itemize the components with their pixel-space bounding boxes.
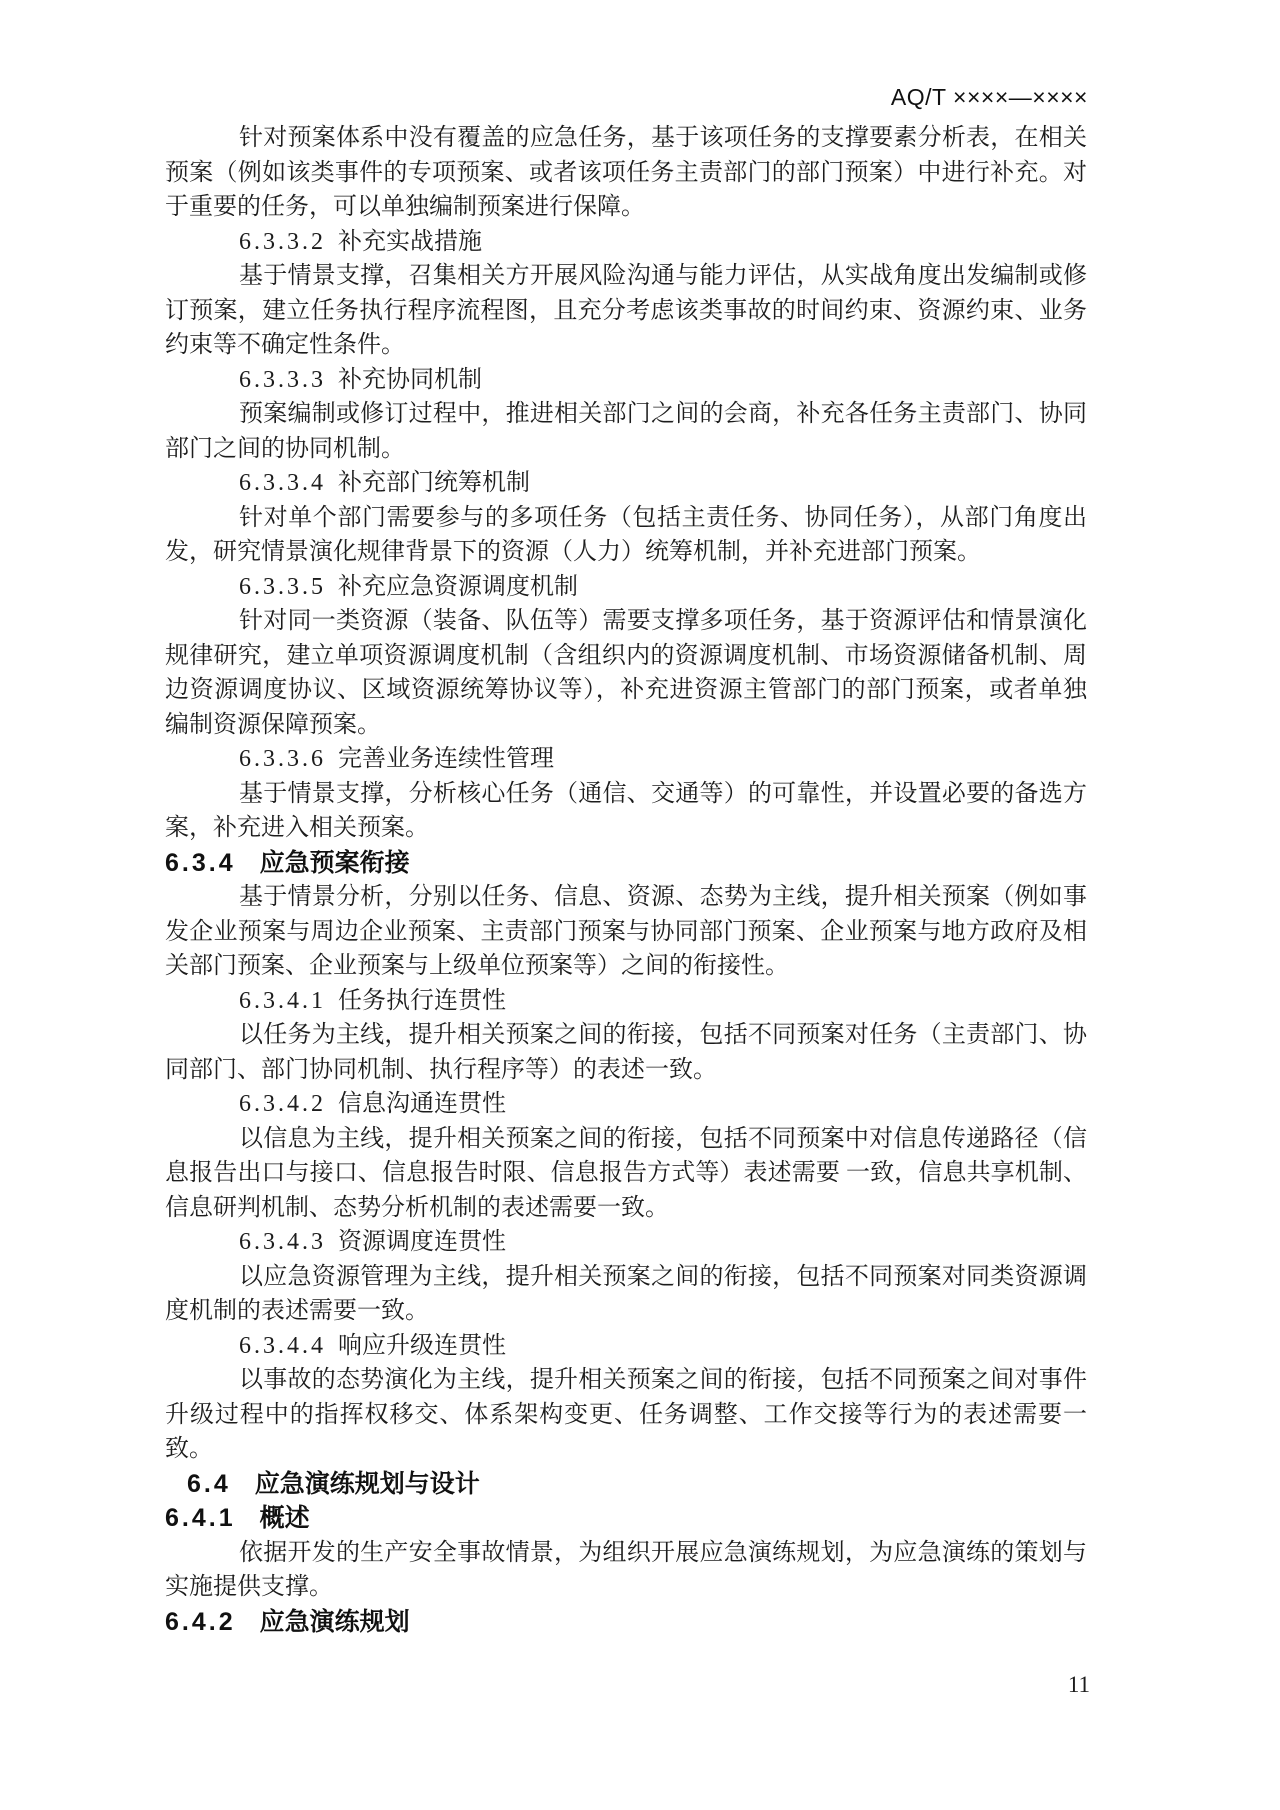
heading-number: 6.3.4.2 (239, 1091, 326, 1117)
heading-number: 6.4.2 (165, 1607, 236, 1636)
paragraph: 以信息为主线，提升相关预案之间的衔接，包括不同预案中对信息传递路径（信息报告出口与接口、信息报告时限、信息报告方式等）表述需要 一致，信息共享机制、信息研判机制、态势分析机制的表述需要一致。 (165, 1125, 1087, 1221)
heading-title: 任务执行连贯性 (338, 987, 506, 1014)
page-number: 11 (1067, 1672, 1090, 1697)
heading-title: 补充实战措施 (338, 228, 482, 255)
heading-title: 概述 (259, 1504, 310, 1532)
heading-number: 6.3.4 (165, 848, 236, 877)
heading-number: 6.3.3.4 (239, 470, 326, 496)
heading-title: 信息沟通连贯性 (338, 1091, 506, 1117)
paragraph: 以应急资源管理为主线，提升相关预案之间的衔接，包括不同预案对同类资源调度机制的表述需要一致。 (165, 1263, 1087, 1324)
section-heading-6.3.3.5 (165, 570, 1087, 605)
paragraph: 依据开发的生产安全事故情景，为组织开展应急演练规划，为应急演练的策划与实施提供支撑。 (165, 1539, 1087, 1600)
section-heading-6.4.2 (165, 1605, 1087, 1640)
section-heading-6.3.4.4 (165, 1329, 1087, 1364)
heading-title: 响应升级连贯性 (338, 1332, 506, 1359)
section-heading-6.3.3.4 (165, 466, 1087, 501)
heading-title: 补充协同机制 (338, 366, 482, 393)
paragraph: 针对单个部门需要参与的多项任务（包括主责任务、协同任务），从部门角度出发，研究情景演化规律背景下的资源（人力）统筹机制，并补充进部门预案。 (165, 504, 1087, 565)
paragraph: 基于情景支撑，分析核心任务（通信、交通等）的可靠性，并设置必要的备选方案，补充进入相关预案。 (165, 780, 1087, 841)
heading-number: 6.3.4.4 (239, 1332, 326, 1359)
heading-title: 补充应急资源调度机制 (338, 573, 578, 600)
section-heading-6.3.3.2 (165, 225, 1087, 260)
paragraph: 针对同一类资源（装备、队伍等）需要支撑多项任务，基于资源评估和情景演化规律研究，建立单项资源调度机制（含组织内的资源调度机制、市场资源储备机制、周边资源调度协议、区域资源统筹协议等），补充进资源主管部门的部门预案，或者单独编制资源保障预案。 (165, 608, 1087, 738)
heading-number: 6.3.3.2 (239, 228, 326, 255)
heading-title: 应急演练规划 (259, 1607, 410, 1636)
paragraph: 预案编制或修订过程中，推进相关部门之间的会商，补充各任务主责部门、协同部门之间的协同机制。 (165, 401, 1087, 462)
paragraph: 以事故的态势演化为主线，提升相关预案之间的衔接，包括不同预案之间对事件升级过程中的指挥权移交、体系架构变更、任务调整、工作交接等行为的表述需要一致。 (165, 1367, 1087, 1462)
heading-number: 6.3.4.1 (239, 987, 326, 1014)
heading-number: 6.3.4.3 (239, 1229, 326, 1255)
heading-number: 6.3.3.6 (239, 746, 326, 772)
heading-title: 应急演练规划与设计 (254, 1469, 480, 1498)
section-heading-6.4 (165, 1467, 1087, 1502)
heading-number: 6.4 (187, 1469, 231, 1498)
heading-number: 6.3.3.5 (239, 573, 326, 600)
heading-title: 应急预案衔接 (259, 848, 410, 877)
paragraph: 针对预案体系中没有覆盖的应急任务，基于该项任务的支撑要素分析表，在相关预案（例如该类事件的专项预案、或者该项任务主责部门的部门预案）中进行补充。对于重要的任务，可以单独编制预案进行保障。 (165, 125, 1087, 220)
section-heading-6.3.4.2 (165, 1087, 1087, 1122)
section-heading-6.3.4.1 (165, 984, 1087, 1019)
heading-title: 完善业务连续性管理 (338, 746, 554, 772)
running-header: AQ/T ××××—×××× (890, 84, 1088, 110)
heading-title: 补充部门统筹机制 (338, 470, 530, 496)
section-heading-6.4.1 (165, 1501, 1087, 1536)
section-heading-6.3.4.3 (165, 1225, 1087, 1260)
heading-number: 6.4.1 (165, 1504, 236, 1532)
paragraph: 以任务为主线，提升相关预案之间的衔接，包括不同预案对任务（主责部门、协同部门、部门协同机制、执行程序等）的表述一致。 (165, 1022, 1087, 1083)
section-heading-6.3.3.6 (165, 742, 1087, 777)
paragraph: 基于情景分析，分别以任务、信息、资源、态势为主线，提升相关预案（例如事发企业预案与周边企业预案、主责部门预案与协同部门预案、企业预案与地方政府及相关部门预案、企业预案与上级单位预案等）之间的衔接性。 (165, 884, 1087, 979)
section-heading-6.3.4 (165, 846, 1087, 881)
heading-title: 资源调度连贯性 (338, 1229, 506, 1255)
heading-number: 6.3.3.3 (239, 366, 326, 393)
paragraph: 基于情景支撑，召集相关方开展风险沟通与能力评估，从实战角度出发编制或修订预案，建立任务执行程序流程图，且充分考虑该类事故的时间约束、资源约束、业务约束等不确定性条件。 (165, 263, 1087, 358)
document-body (165, 121, 1087, 1639)
section-heading-6.3.3.3 (165, 363, 1087, 398)
